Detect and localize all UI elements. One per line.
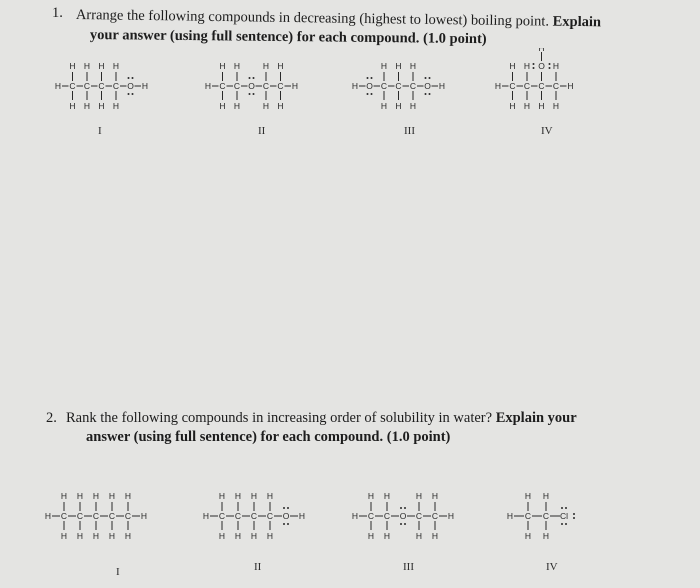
- carbon-atom: C: [218, 511, 226, 521]
- question-1-number: 1.: [52, 5, 63, 21]
- hydrogen-atom: H: [494, 81, 502, 91]
- q2-label-4: IV: [546, 561, 558, 573]
- hydrogen-atom: H: [552, 101, 560, 111]
- hydrogen-atom: H: [98, 101, 105, 111]
- oxygen-atom: O: [538, 61, 545, 71]
- hydrogen-atom: H: [380, 101, 388, 111]
- hydrogen-atom: H: [233, 101, 241, 111]
- hydrogen-atom: H: [76, 531, 84, 541]
- hydrogen-atom: H: [124, 491, 132, 501]
- carbon-atom: C: [83, 81, 91, 91]
- q2-label-1: I: [116, 566, 120, 578]
- hydrogen-atom: H: [218, 531, 226, 541]
- oxygen-atom: O: [248, 81, 255, 91]
- hydrogen-atom: H: [233, 61, 241, 71]
- hydrogen-atom: H: [351, 511, 359, 521]
- oxygen-atom: O: [424, 81, 431, 91]
- hydrogen-atom: H: [112, 101, 120, 111]
- carbon-atom: C: [233, 81, 241, 91]
- q1-label-4: IV: [541, 125, 553, 137]
- carbon-atom: C: [542, 511, 550, 521]
- hydrogen-atom: H: [262, 61, 270, 71]
- hydrogen-atom: H: [438, 81, 446, 91]
- carbon-atom: C: [112, 81, 120, 91]
- hydrogen-atom: H: [409, 61, 417, 71]
- question-2-text: Rank the following compounds in increasing order of solubility in water?: [66, 410, 493, 426]
- hydrogen-atom: H: [395, 61, 402, 71]
- hydrogen-atom: H: [60, 491, 68, 501]
- hydrogen-atom: H: [277, 61, 284, 71]
- hydrogen-atom: H: [83, 101, 91, 111]
- carbon-atom: C: [552, 81, 560, 91]
- oxygen-atom: O: [282, 511, 290, 521]
- q2-structures: [0, 480, 700, 583]
- carbon-atom: C: [250, 511, 258, 521]
- carbon-atom: C: [415, 511, 423, 521]
- hydrogen-atom: H: [202, 511, 210, 521]
- question-2-explain: Explain your: [495, 410, 577, 426]
- question-1-instructions: your answer (using full sentence) for each compound. (1.0 point): [89, 26, 487, 48]
- hydrogen-atom: H: [262, 101, 270, 111]
- hydrogen-atom: H: [509, 61, 516, 71]
- hydrogen-atom: H: [112, 61, 120, 71]
- hydrogen-atom: H: [76, 491, 84, 501]
- hydrogen-atom: H: [542, 531, 550, 541]
- carbon-atom: C: [98, 81, 105, 91]
- hydrogen-atom: H: [298, 511, 306, 521]
- carbon-atom: C: [277, 81, 284, 91]
- carbon-atom: C: [266, 511, 274, 521]
- hydrogen-atom: H: [141, 81, 149, 91]
- hydrogen-atom: H: [277, 101, 284, 111]
- hydrogen-atom: H: [524, 491, 532, 501]
- question-1-text: Arrange the following compounds in decreasing (highest to lowest) boiling point.: [75, 6, 550, 30]
- hydrogen-atom: H: [218, 491, 226, 501]
- carbon-atom: C: [60, 511, 68, 521]
- hydrogen-atom: H: [415, 531, 423, 541]
- hydrogen-atom: H: [234, 491, 242, 501]
- hydrogen-atom: H: [383, 531, 391, 541]
- carbon-atom: C: [380, 81, 388, 91]
- carbon-atom: C: [395, 81, 402, 91]
- carbon-atom: C: [538, 81, 545, 91]
- hydrogen-atom: H: [108, 531, 116, 541]
- hydrogen-atom: H: [447, 511, 455, 521]
- carbon-atom: C: [367, 511, 375, 521]
- q1-structures: [0, 48, 700, 148]
- hydrogen-atom: H: [234, 531, 242, 541]
- question-2-number: 2.: [46, 410, 57, 426]
- hydrogen-atom: H: [266, 491, 274, 501]
- carbon-atom: C: [524, 511, 532, 521]
- hydrogen-atom: H: [415, 491, 423, 501]
- hydrogen-atom: H: [538, 48, 545, 53]
- hydrogen-atom: H: [291, 81, 299, 91]
- hydrogen-atom: H: [83, 61, 91, 71]
- hydrogen-atom: H: [351, 81, 359, 91]
- oxygen-atom: O: [366, 81, 373, 91]
- hydrogen-atom: H: [431, 491, 439, 501]
- hydrogen-atom: H: [219, 61, 226, 71]
- hydrogen-atom: H: [367, 491, 375, 501]
- q1-label-1: I: [98, 125, 102, 137]
- carbon-atom: C: [234, 511, 242, 521]
- question-1-explain: Explain: [552, 13, 602, 31]
- hydrogen-atom: H: [383, 491, 391, 501]
- oxygen-atom: O: [399, 511, 407, 521]
- hydrogen-atom: H: [524, 531, 532, 541]
- question-2-instructions: answer (using full sentence) for each compound. (1.0 point): [86, 429, 451, 445]
- chlorine-atom: Cl: [559, 511, 569, 521]
- carbon-atom: C: [431, 511, 439, 521]
- carbon-atom: C: [409, 81, 417, 91]
- hydrogen-atom: H: [204, 81, 212, 91]
- hydrogen-atom: H: [431, 531, 439, 541]
- hydrogen-atom: H: [44, 511, 52, 521]
- hydrogen-atom: H: [69, 101, 76, 111]
- hydrogen-atom: H: [92, 491, 100, 501]
- hydrogen-atom: H: [108, 491, 116, 501]
- carbon-atom: C: [262, 81, 270, 91]
- hydrogen-atom: H: [367, 531, 375, 541]
- carbon-atom: C: [69, 81, 76, 91]
- hydrogen-atom: H: [395, 101, 402, 111]
- hydrogen-atom: H: [140, 511, 148, 521]
- hydrogen-atom: H: [124, 531, 132, 541]
- hydrogen-atom: H: [69, 61, 76, 71]
- q2-label-3: III: [403, 561, 414, 573]
- hydrogen-atom: H: [219, 101, 226, 111]
- carbon-atom: C: [383, 511, 391, 521]
- hydrogen-atom: H: [552, 61, 560, 71]
- q2-label-2: II: [254, 561, 262, 573]
- hydrogen-atom: H: [523, 101, 531, 111]
- carbon-atom: C: [124, 511, 132, 521]
- carbon-atom: C: [509, 81, 516, 91]
- carbon-atom: C: [92, 511, 100, 521]
- hydrogen-atom: H: [98, 61, 105, 71]
- carbon-atom: C: [76, 511, 84, 521]
- hydrogen-atom: H: [250, 531, 258, 541]
- hydrogen-atom: H: [523, 61, 531, 71]
- hydrogen-atom: H: [567, 81, 574, 91]
- hydrogen-atom: H: [409, 101, 417, 111]
- carbon-atom: C: [219, 81, 226, 91]
- hydrogen-atom: H: [266, 531, 274, 541]
- q1-label-2: II: [258, 125, 266, 137]
- oxygen-atom: O: [127, 81, 134, 91]
- hydrogen-atom: H: [54, 81, 62, 91]
- hydrogen-atom: H: [538, 101, 545, 111]
- hydrogen-atom: H: [380, 61, 388, 71]
- hydrogen-atom: H: [542, 491, 550, 501]
- q1-label-3: III: [404, 125, 415, 137]
- hydrogen-atom: H: [250, 491, 258, 501]
- hydrogen-atom: H: [506, 511, 514, 521]
- hydrogen-atom: H: [60, 531, 68, 541]
- hydrogen-atom: H: [92, 531, 100, 541]
- carbon-atom: C: [108, 511, 116, 521]
- carbon-atom: C: [523, 81, 531, 91]
- hydrogen-atom: H: [509, 101, 516, 111]
